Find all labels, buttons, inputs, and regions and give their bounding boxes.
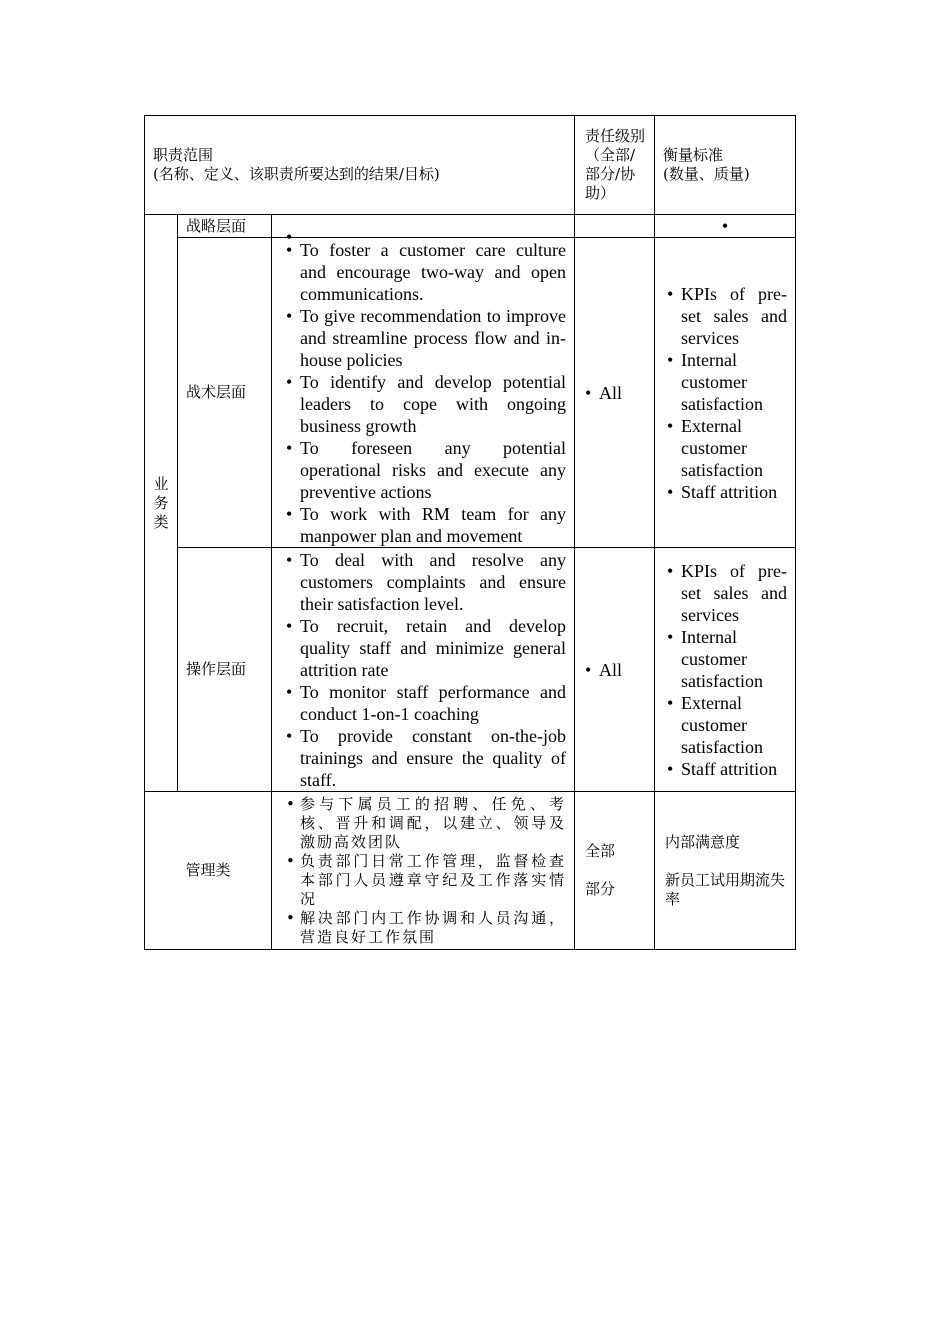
list-item: • To give recommendation to improve and streamline process flow and in-house policies: [280, 305, 566, 371]
management-category-label: 管理类: [185, 861, 231, 879]
spacer: [665, 852, 787, 871]
tactical-duties-list: [280, 239, 566, 547]
list-item: • To deal with and resolve any customers complaints and ensure their satisfaction level.: [280, 549, 566, 615]
tactical-label: 战术层面: [178, 238, 272, 548]
list-item: • Internal customer satisfaction: [661, 349, 787, 415]
list-item: • To foster a customer care culture and encourage two-way and open communications.: [280, 239, 566, 305]
list-item: • KPIs of pre-set sales and services: [661, 283, 787, 349]
management-level-cell: [575, 792, 655, 950]
header-measure-title: 衡量标准: [663, 146, 724, 164]
management-row: [145, 792, 796, 950]
management-level-2: 部分: [585, 880, 616, 898]
bullet-marker: •: [721, 216, 729, 236]
header-scope-subtitle: (名称、定义、该职责所要达到的结果/目标): [153, 165, 440, 183]
list-item: • To work with RM team for any manpower plan and movement: [280, 503, 566, 547]
header-row: [145, 116, 796, 215]
operational-label: 操作层面: [178, 548, 272, 792]
operational-level-list: [579, 659, 654, 681]
spacer: [585, 861, 646, 880]
operational-row: [145, 548, 796, 792]
list-item: • To identify and develop potential leaders to cope with ongoing business growth: [280, 371, 566, 437]
tactical-level-cell: [575, 238, 655, 548]
operational-measure-list: [661, 560, 787, 780]
strategic-label: 战略层面: [178, 215, 272, 238]
management-duties-list: [280, 795, 566, 947]
header-level-title: 责任级别: [585, 127, 646, 145]
management-category-cell: [145, 792, 272, 950]
header-level-cell: [575, 116, 655, 215]
tactical-measure-list: [661, 283, 787, 503]
operational-duties-list: [280, 549, 566, 791]
strategic-duties-cell: [272, 215, 575, 238]
header-level-subtitle: （全部/部分/协助）: [585, 146, 636, 202]
tactical-level-list: [579, 382, 654, 404]
business-category-label: 业务类: [153, 474, 169, 531]
list-item: • To monitor staff performance and conduct 1-on-1 coaching: [280, 681, 566, 725]
business-category-cell: [145, 215, 178, 792]
duty-table: [144, 115, 796, 950]
list-item: • To foreseen any potential operational risks and execute any preventive actions: [280, 437, 566, 503]
list-item: • Staff attrition: [661, 481, 787, 503]
management-measure-1: 内部满意度: [665, 832, 741, 851]
list-item: • KPIs of pre-set sales and services: [661, 560, 787, 626]
list-item: • External customer satisfaction: [661, 692, 787, 758]
header-scope-cell: [145, 116, 575, 215]
list-item: • To recruit, retain and develop quality staff and minimize general attrition rate: [280, 615, 566, 681]
management-measure-2: 新员工试用期流失率: [665, 870, 786, 908]
operational-level-cell: [575, 548, 655, 792]
list-item: • To provide constant on-the-job trainings and ensure the quality of staff.: [280, 725, 566, 791]
operational-level: • All: [579, 659, 654, 681]
list-item: • Internal customer satisfaction: [661, 626, 787, 692]
operational-duties-cell: [272, 548, 575, 792]
operational-measure-cell: [655, 548, 796, 792]
management-measure-cell: [655, 792, 796, 950]
header-measure-subtitle: (数量、质量): [663, 165, 750, 183]
list-item: • External customer satisfaction: [661, 415, 787, 481]
list-item: • 参与下属员工的招聘、任免、考核、晋升和调配，以建立、领导及激励高效团队: [280, 795, 566, 852]
management-duties-cell: [272, 792, 575, 950]
tactical-row: [145, 238, 796, 548]
tactical-duties-cell: [272, 238, 575, 548]
strategic-measure-cell: [655, 215, 796, 238]
strategic-level-cell: [575, 215, 655, 238]
tactical-level: • All: [579, 382, 654, 404]
header-scope-title: 职责范围: [153, 146, 214, 164]
header-measure-cell: [655, 116, 796, 215]
list-item: • 解决部门内工作协调和人员沟通，营造良好工作氛围: [280, 909, 566, 947]
management-level-1: 全部: [585, 842, 616, 860]
list-item: • Staff attrition: [661, 758, 787, 780]
list-item: • 负责部门日常工作管理，监督检查本部门人员遵章守纪及工作落实情况: [280, 852, 566, 909]
tactical-measure-cell: [655, 238, 796, 548]
strategic-row: [145, 215, 796, 238]
